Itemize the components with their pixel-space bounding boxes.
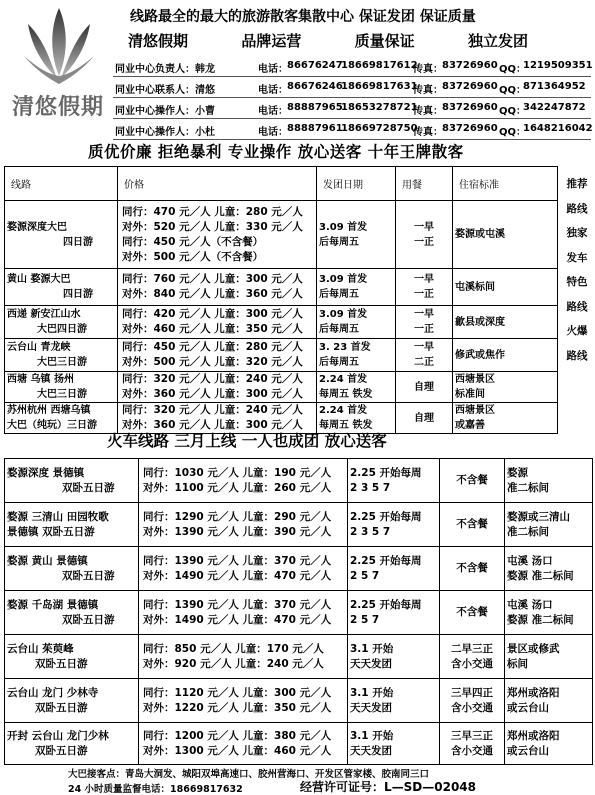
mobile-number: 18653278721 [341,102,418,113]
cell-price [139,635,348,679]
route-line: 大巴三日游 [37,389,87,400]
route-line: 苏州杭州 西塘乌镇 [7,405,91,416]
price-line: 同行：1120 元／人 儿童：300 元／人 [143,686,332,699]
price-line: 对外：500 元／人（不含餐） [122,250,264,263]
pickup-points: 大巴接客点：青岛大洞发、城阳双埠高速口、胶州营海口、开发区管家楼、胶南同三口 [68,769,430,780]
price-line: 对外：360 元／人 儿童：300 元／人 [122,419,303,431]
cell-date [317,339,396,372]
route-line: 婺源深度 景德镇 [7,466,85,479]
meal-line: 自理 [414,412,434,424]
price-line: 同行：1200 元／人 儿童：380 元／人 [143,729,332,742]
price-line: 对外：360 元／人 儿童：300 元／人 [122,388,303,400]
pillar: 品牌运营 [241,32,302,50]
cell-date [348,547,440,591]
price-line: 对外：1100 元／人 儿童：260 元／人 [143,481,332,494]
cell-date [348,679,440,723]
route-line: 双卧五日游 [62,481,115,494]
column-header: 线路 [5,167,118,201]
hotel-line: 屯溪标间 [455,281,495,293]
date-line: 天天发团 [350,744,392,757]
cell-hotel [453,403,558,434]
qq-label: QQ： [499,106,527,117]
pillar: 质量保证 [354,32,415,50]
side-word: 独家 [566,227,588,239]
meal-line: 三早三正 [451,729,493,742]
date-line: 3.09 首发 [319,309,368,320]
meal-line: 含小交通 [451,701,493,714]
cell-price [118,201,317,269]
date-line: 2.24 首发 [319,405,368,416]
cell-price [139,591,348,635]
price-line: 同行：1390 元／人 儿童：370 元／人 [143,598,332,611]
cell-route [5,679,139,723]
date-line: 后每周五 [319,324,359,335]
hotel-line: 或云台山 [507,744,549,757]
qq-number: 871364952 [523,81,586,92]
table-row [5,339,558,372]
route-line: 大巴三日游 [37,357,87,368]
train-routes-table [4,458,593,765]
date-line: 后每周五 [319,289,359,300]
route-line: 婺源 黄山 景德镇 [7,554,88,567]
quality-hotline: 24 小时质量监督电话：18669817632 [68,784,243,795]
meal-line: 一早 [414,342,434,353]
cell-date [317,269,396,306]
meal-line: 不含餐 [456,562,488,574]
meal-line: 二早三正 [451,642,493,655]
cell-hotel [453,201,558,269]
pillar: 清悠假期 [128,32,189,50]
meal-line: 一正 [414,324,434,335]
side-word: 发车 [566,251,588,264]
contact-role: 同业中心操作人：小杜 [115,127,215,138]
route-line: 双卧五日游 [35,657,88,670]
route-line: 景德镇 双卧五日游 [7,525,95,538]
hotel-line: 标间 [507,657,528,670]
cell-meal [396,306,453,339]
cell-hotel [505,459,593,503]
cell-hotel [505,679,593,723]
route-line: 双卧五日游 [35,744,88,757]
cell-route [5,201,118,269]
cell-route [5,591,139,635]
route-line: 四日游 [63,289,93,300]
cell-meal [440,547,505,591]
contact-role: 同业中心操作人：小曹 [115,106,215,117]
date-line: 3.09 首发 [319,274,368,285]
price-line: 对外：500 元／人 儿童：320 元／人 [122,356,303,368]
date-line: 每周五 铁发 [319,389,373,400]
table-row [5,372,558,403]
meal-line: 自理 [414,381,434,393]
date-line: 3.1 开始 [350,729,394,742]
price-line: 同行：1390 元／人 儿童：370 元／人 [143,554,332,567]
phone-number: 88887965 [287,102,343,113]
mobile-number: 18669817631 [341,81,418,92]
fax-label: 传真： [413,85,443,96]
fax-label: 传真： [413,127,443,138]
cell-meal [396,269,453,306]
route-line: 婺源深度大巴 [7,221,67,233]
side-word: 路线 [566,202,588,215]
cell-meal [440,503,505,547]
price-line: 对外：840 元／人 儿童：360 元／人 [122,288,303,300]
table-row [5,269,558,306]
date-line: 3.1 开始 [350,686,394,699]
date-line: 3.1 开始 [350,642,394,655]
date-line: 2.25 开始每周 [350,466,422,479]
contact-role: 同业中心负责人：韩龙 [115,64,215,75]
fax-number: 83726960 [442,81,498,92]
route-line: 大巴四日游 [37,324,87,335]
side-word: 路线 [566,300,588,313]
meal-line: 二正 [414,357,434,368]
license-number: 经营许可证号：L—SD—02048 [300,780,476,794]
cell-price [139,547,348,591]
cell-route [5,269,118,306]
date-line: 2.25 开始每周 [350,598,422,611]
date-line: 后每周五 [319,236,359,248]
contact-row [113,119,591,140]
contact-list [113,56,591,140]
mobile-number: 18669817612 [341,60,418,71]
meal-line: 一早 [414,221,434,233]
brand-logo [0,0,118,125]
route-line: 云台山 龙门 少林寺 [7,686,99,699]
hotel-line: 或云台山 [507,701,549,714]
fax-label: 传真： [413,106,443,117]
qq-number: 1648216042 [523,123,593,134]
date-line: 2.25 开始每周 [350,554,422,567]
hotel-line: 标准间 [455,389,485,400]
lotus-logo-icon [22,4,96,90]
cell-meal [396,403,453,434]
date-line: 2 5 7 [350,569,380,582]
cell-price [139,503,348,547]
price-line: 同行：850 元／人 儿童：170 元／人 [143,642,324,655]
cell-price [118,372,317,403]
price-line: 对外：1220 元／人 儿童：350 元／人 [143,701,332,714]
route-line: 西塘 乌镇 扬州 [7,374,74,385]
route-line: 双卧五日游 [62,569,115,582]
phone-label: 电话： [258,64,288,75]
meal-line: 含小交通 [451,744,493,757]
table-row [5,723,593,765]
hotel-line: 婺源 准二标间 [507,613,574,626]
brand-name: 清悠假期 [12,94,105,120]
hotel-line: 婺源 准二标间 [507,569,574,582]
date-line: 2.25 开始每周 [350,510,422,523]
hotel-line: 准二标间 [507,525,549,538]
hotel-line: 婺源 [507,466,528,479]
price-line: 同行：420 元／人 儿童：300 元／人 [122,308,303,320]
hotel-line: 或嘉善 [455,420,485,431]
table-row [5,547,593,591]
price-line: 同行：320 元／人 儿童：240 元／人 [122,404,303,416]
qq-number: 342247872 [523,102,586,113]
table-row [5,201,558,269]
date-line: 2 3 5 7 [350,481,391,494]
hotel-line: 修武或焦作 [455,349,505,361]
price-line: 同行：1290 元／人 儿童：290 元／人 [143,510,332,523]
cell-price [118,339,317,372]
cell-hotel [453,269,558,306]
route-line: 双卧五日游 [62,613,115,626]
phone-number: 86676246 [287,81,343,92]
cell-meal [396,201,453,269]
cell-route [5,723,139,765]
table-header-row [5,167,558,201]
cell-route [5,339,118,372]
cell-hotel [505,723,593,765]
cell-hotel [505,591,593,635]
pillar: 独立发团 [467,32,528,50]
qq-label: QQ： [499,127,527,138]
cell-date [317,372,396,403]
table-row [5,306,558,339]
cell-meal [396,339,453,372]
qq-label: QQ： [499,64,527,75]
price-line: 同行：320 元／人 儿童：240 元／人 [122,373,303,385]
column-header: 价格 [118,167,317,201]
phone-label: 电话： [258,106,288,117]
date-line: 每周五 铁发 [319,420,373,431]
hotel-line: 婺源或屯溪 [455,229,505,240]
column-header: 住宿标准 [453,167,558,201]
cell-meal [440,635,505,679]
meal-line: 不含餐 [456,474,488,486]
contact-row [113,98,591,119]
route-line: 开封 云台山 龙门少林 [7,729,109,742]
route-line: 黄山 婺源大巴 [7,274,71,285]
contact-row [113,77,591,98]
cell-meal [440,459,505,503]
meal-line: 一正 [414,236,434,248]
phone-number: 86676247 [287,60,343,71]
cell-price [139,459,348,503]
contact-role: 同业中心联系人：清悠 [115,85,215,96]
company-slogan: 线路最全的最大的旅游散客集散中心 保证发团 保证质量 [130,9,476,25]
cell-route [5,306,118,339]
side-word: 火爆 [566,325,588,337]
date-line: 天天发团 [350,701,392,714]
phone-label: 电话： [258,85,288,96]
hotel-line: 西塘景区 [455,405,495,416]
price-line: 同行：1030 元／人 儿童：190 元／人 [143,466,332,479]
hotel-line: 歙县或深度 [455,316,505,328]
price-line: 对外：520 元／人 儿童：330 元／人 [122,220,303,233]
brand-pillars [128,30,528,51]
cell-meal [440,723,505,765]
meal-line: 含小交通 [451,657,493,670]
cell-hotel [505,503,593,547]
route-line: 双卧五日游 [35,701,88,714]
fax-number: 83726960 [442,102,498,113]
hotel-line: 景区或修武 [507,642,560,655]
date-line: 2 5 7 [350,613,380,626]
cell-hotel [453,306,558,339]
cell-date [348,503,440,547]
side-word: 推荐 [566,178,588,190]
meal-line: 一早 [414,309,434,320]
cell-hotel [505,547,593,591]
fax-number: 83726960 [442,123,498,134]
hotel-line: 郑州或洛阳 [507,686,560,699]
meal-line: 一早 [414,274,434,285]
table-row [5,679,593,723]
price-line: 同行：450 元／人（不含餐） [122,235,264,248]
cell-price [118,269,317,306]
price-line: 同行：450 元／人 儿童：280 元／人 [122,341,303,353]
date-line: 2.24 首发 [319,374,368,385]
side-word: 路线 [566,349,588,362]
cell-route [5,635,139,679]
route-line: 四日游 [63,236,93,248]
table-row [5,503,593,547]
phone-label: 电话： [258,127,288,138]
cell-date [317,201,396,269]
contact-row [113,56,591,77]
route-line: 云台山 青龙峡 [7,342,71,353]
date-line: 3.09 首发 [319,221,368,233]
price-line: 对外：920 元／人 儿童：240 元／人 [143,657,324,670]
cell-price [139,723,348,765]
side-promo-text [562,172,592,368]
qq-number: 1219509351 [523,60,593,71]
cell-route [5,459,139,503]
price-line: 同行：760 元／人 儿童：300 元／人 [122,273,303,285]
cell-meal [440,679,505,723]
qq-label: QQ： [499,85,527,96]
route-line: 大巴（纯玩）三日游 [7,420,97,431]
cell-price [139,679,348,723]
date-line: 3. 23 首发 [319,342,371,353]
side-word: 特色 [566,276,588,288]
hotel-line: 婺源或三清山 [507,510,570,523]
fax-number: 83726960 [442,60,498,71]
train-headline: 火车线路 三月上线 一人也成团 放心送客 [107,432,387,450]
service-headline: 质优价廉 拒绝暴利 专业操作 放心送客 十年王牌散客 [88,143,464,161]
cell-route [5,547,139,591]
price-line: 对外：1390 元／人 儿童：390 元／人 [143,525,332,538]
price-line: 对外：1300 元／人 儿童：460 元／人 [143,744,332,757]
price-line: 对外：460 元／人 儿童：350 元／人 [122,323,303,335]
price-line: 对外：1490 元／人 儿童：470 元／人 [143,613,332,626]
price-line: 对外：1490 元／人 儿童：470 元／人 [143,569,332,582]
route-line: 婺源 三清山 田园牧歌 [7,510,109,523]
fax-label: 传真： [413,64,443,75]
meal-line: 不含餐 [456,518,488,530]
table-row [5,459,593,503]
cell-meal [440,591,505,635]
column-header: 发团日期 [317,167,396,201]
cell-date [317,306,396,339]
cell-hotel [453,372,558,403]
table-row [5,591,593,635]
route-line: 西递 新安江山水 [7,309,81,320]
meal-line: 三早四正 [451,686,493,699]
date-line: 后每周五 [319,357,359,368]
cell-hotel [505,635,593,679]
cell-route [5,372,118,403]
cell-date [348,723,440,765]
hotel-line: 郑州或洛阳 [507,729,560,742]
meal-line: 不含餐 [456,606,488,618]
hotel-line: 西塘景区 [455,374,495,385]
cell-date [348,635,440,679]
phone-number: 88887961 [287,123,343,134]
meal-line: 一正 [414,289,434,300]
cell-price [118,306,317,339]
date-line: 天天发团 [350,657,392,670]
cell-meal [396,372,453,403]
route-line: 云台山 茱萸峰 [7,642,74,655]
hotel-line: 屯溪 汤口 [507,598,553,611]
hotel-line: 准二标间 [507,481,549,494]
table-row [5,635,593,679]
hotel-line: 屯溪 汤口 [507,554,553,567]
date-line: 2 3 5 7 [350,525,391,538]
cell-route [5,403,118,434]
price-line: 同行：470 元／人 儿童：280 元／人 [122,205,303,218]
cell-date [348,459,440,503]
cell-hotel [453,339,558,372]
bus-routes-table [4,166,558,434]
mobile-number: 18669728750 [341,123,418,134]
route-line: 婺源 千岛湖 景德镇 [7,598,99,611]
cell-date [348,591,440,635]
column-header: 用餐 [396,167,453,201]
cell-route [5,503,139,547]
